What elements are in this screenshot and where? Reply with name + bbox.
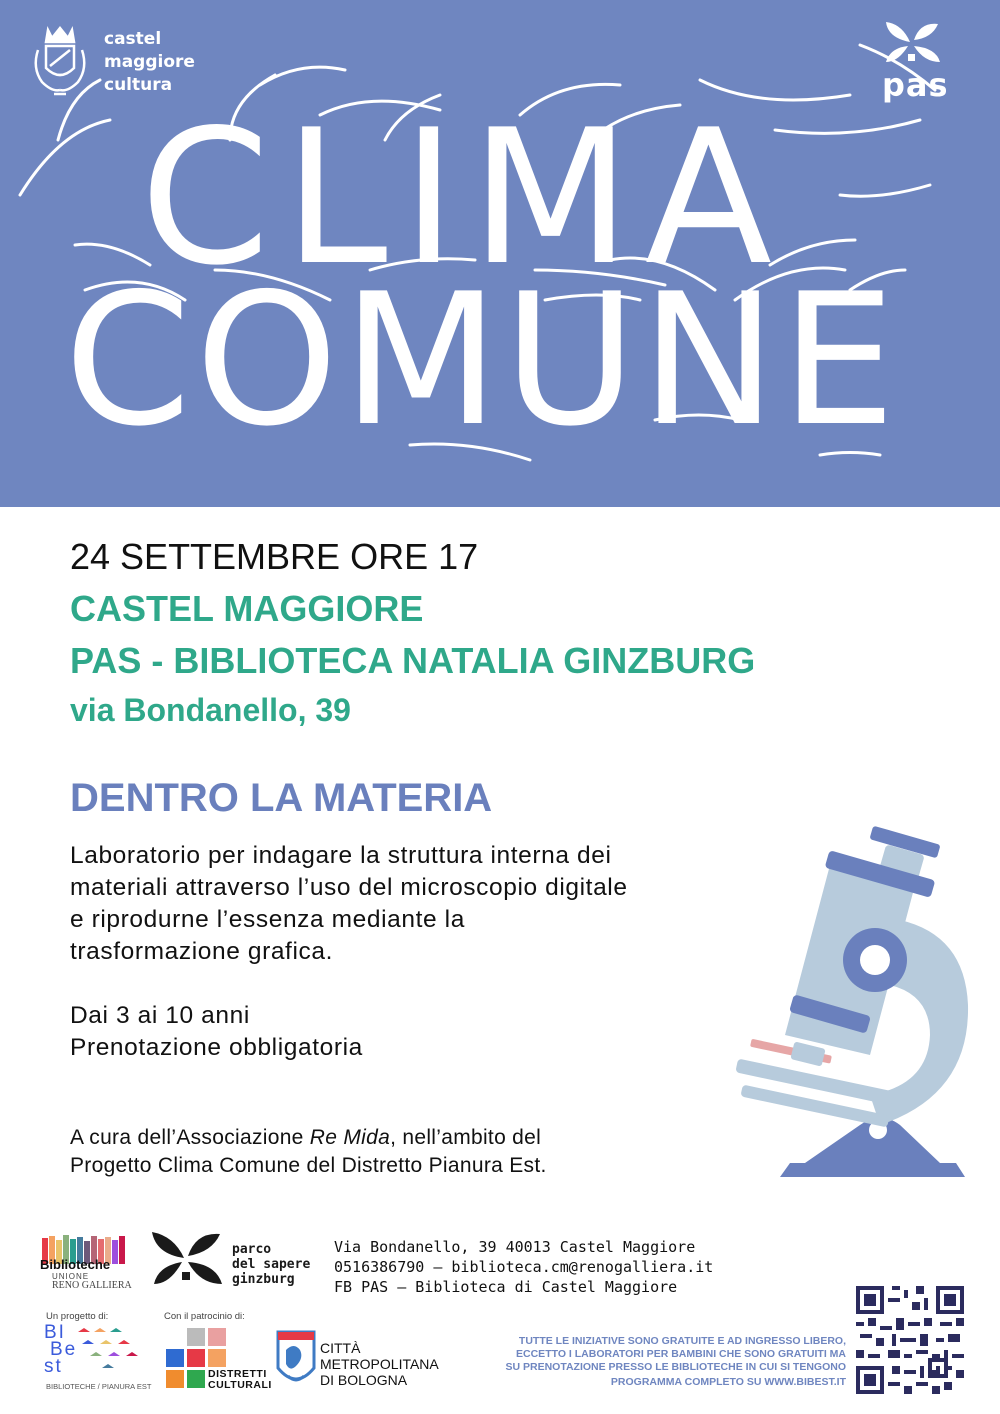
citta-logo-text <box>320 1340 439 1388</box>
distretti-logo-text <box>208 1369 272 1391</box>
event-venue: PAS - BIBLIOTECA NATALIA GINZBURG <box>70 640 756 681</box>
description-line: e riprodurne l’essenza mediante la <box>70 906 465 933</box>
biblioteche-sub2: RENO GALLIERA <box>52 1280 132 1291</box>
biblioteche-sub1: UNIONE <box>52 1272 90 1281</box>
bibest-letter: BI <box>44 1322 66 1343</box>
qr-code-icon[interactable] <box>856 1286 964 1394</box>
citta-line: METROPOLITANA <box>320 1356 439 1372</box>
workshop-title: DENTRO LA MATERIA <box>70 776 493 820</box>
project-caption: Un progetto di: <box>46 1311 109 1322</box>
credit-suffix: , nell’ambito del <box>390 1126 542 1149</box>
event-date: 24 SETTEMBRE ORE 17 <box>70 536 479 577</box>
credit-line2: Progetto Clima Comune del Distretto Pianura Est. <box>70 1154 547 1177</box>
distretti-line: CULTURALI <box>208 1379 272 1391</box>
parco-logo-text <box>232 1242 310 1287</box>
description-line: Laboratorio per indagare la struttura interna dei <box>70 842 612 869</box>
citta-line: CITTÀ <box>320 1340 361 1356</box>
notice-line: SU PRENOTAZIONE PRESSO LE BIBLIOTECHE IN CUI SI TENGONO <box>505 1361 846 1373</box>
age-range: Dai 3 ai 10 anni <box>70 1002 250 1029</box>
patronage-caption: Con il patrocinio di: <box>164 1311 245 1322</box>
program-link[interactable]: PROGRAMMA COMPLETO SU WWW.BIBEST.IT <box>610 1376 846 1388</box>
event-address: via Bondanello, 39 <box>70 692 351 728</box>
crest-icon <box>28 24 92 100</box>
parco-line: parco <box>232 1242 272 1257</box>
contact-phone-email: 0516386790 – biblioteca.cm@renogalliera.it <box>334 1258 714 1276</box>
title-clima: CLIMA <box>140 89 787 306</box>
pinwheel-icon <box>880 18 946 68</box>
citta-line: DI BOLOGNA <box>320 1372 408 1388</box>
pas-logo-text: pas <box>882 66 949 104</box>
parco-pinwheel-icon <box>150 1228 224 1288</box>
free-entry-notice <box>440 1335 846 1374</box>
biblioteche-sub <box>40 1272 140 1290</box>
microscope-icon <box>730 825 980 1185</box>
booking-note: Prenotazione obbligatoria <box>70 1034 363 1061</box>
citta-crest-icon <box>274 1328 318 1392</box>
contact-block <box>334 1237 713 1297</box>
event-city: CASTEL MAGGIORE <box>70 588 424 629</box>
bibest-sub: BIBLIOTECHE / PIANURA EST <box>46 1382 152 1391</box>
credit-prefix: A cura dell’Associazione <box>70 1126 310 1149</box>
municipal-logo-text <box>104 28 195 97</box>
contact-address: Via Bondanello, 39 40013 Castel Maggiore <box>334 1238 696 1256</box>
credit-org: Re Mida <box>309 1126 391 1149</box>
title-comune: COMUNE <box>64 254 900 466</box>
distretti-line: DISTRETTI <box>208 1368 267 1380</box>
logo-line: maggiore <box>104 52 195 72</box>
parco-line: ginzburg <box>232 1272 295 1287</box>
logo-line: castel <box>104 29 162 49</box>
bibest-letter: Be <box>50 1339 78 1360</box>
workshop-description <box>70 840 790 968</box>
biblioteche-logo: Biblioteche <box>40 1257 111 1272</box>
credit-block <box>70 1124 770 1180</box>
workshop-info <box>70 1000 363 1064</box>
parco-line: del sapere <box>232 1257 311 1272</box>
logo-line: cultura <box>104 75 173 95</box>
title-banner <box>0 0 1000 507</box>
notice-line: TUTTE LE INIZIATIVE SONO GRATUITE E AD INGRESSO LIBERO, <box>518 1335 846 1347</box>
bibest-letter: st <box>44 1356 63 1377</box>
description-line: trasformazione grafica. <box>70 938 333 965</box>
notice-line: ECCETTO I LABORATORI PER BAMBINI CHE SONO GRATUITI MA <box>516 1348 846 1360</box>
credit-line1 <box>70 1124 770 1152</box>
books-icon <box>72 1326 152 1376</box>
contact-facebook: FB PAS – Biblioteca di Castel Maggiore <box>334 1278 678 1296</box>
description-line: materiali attraverso l’uso del microscopio digitale <box>70 874 628 901</box>
